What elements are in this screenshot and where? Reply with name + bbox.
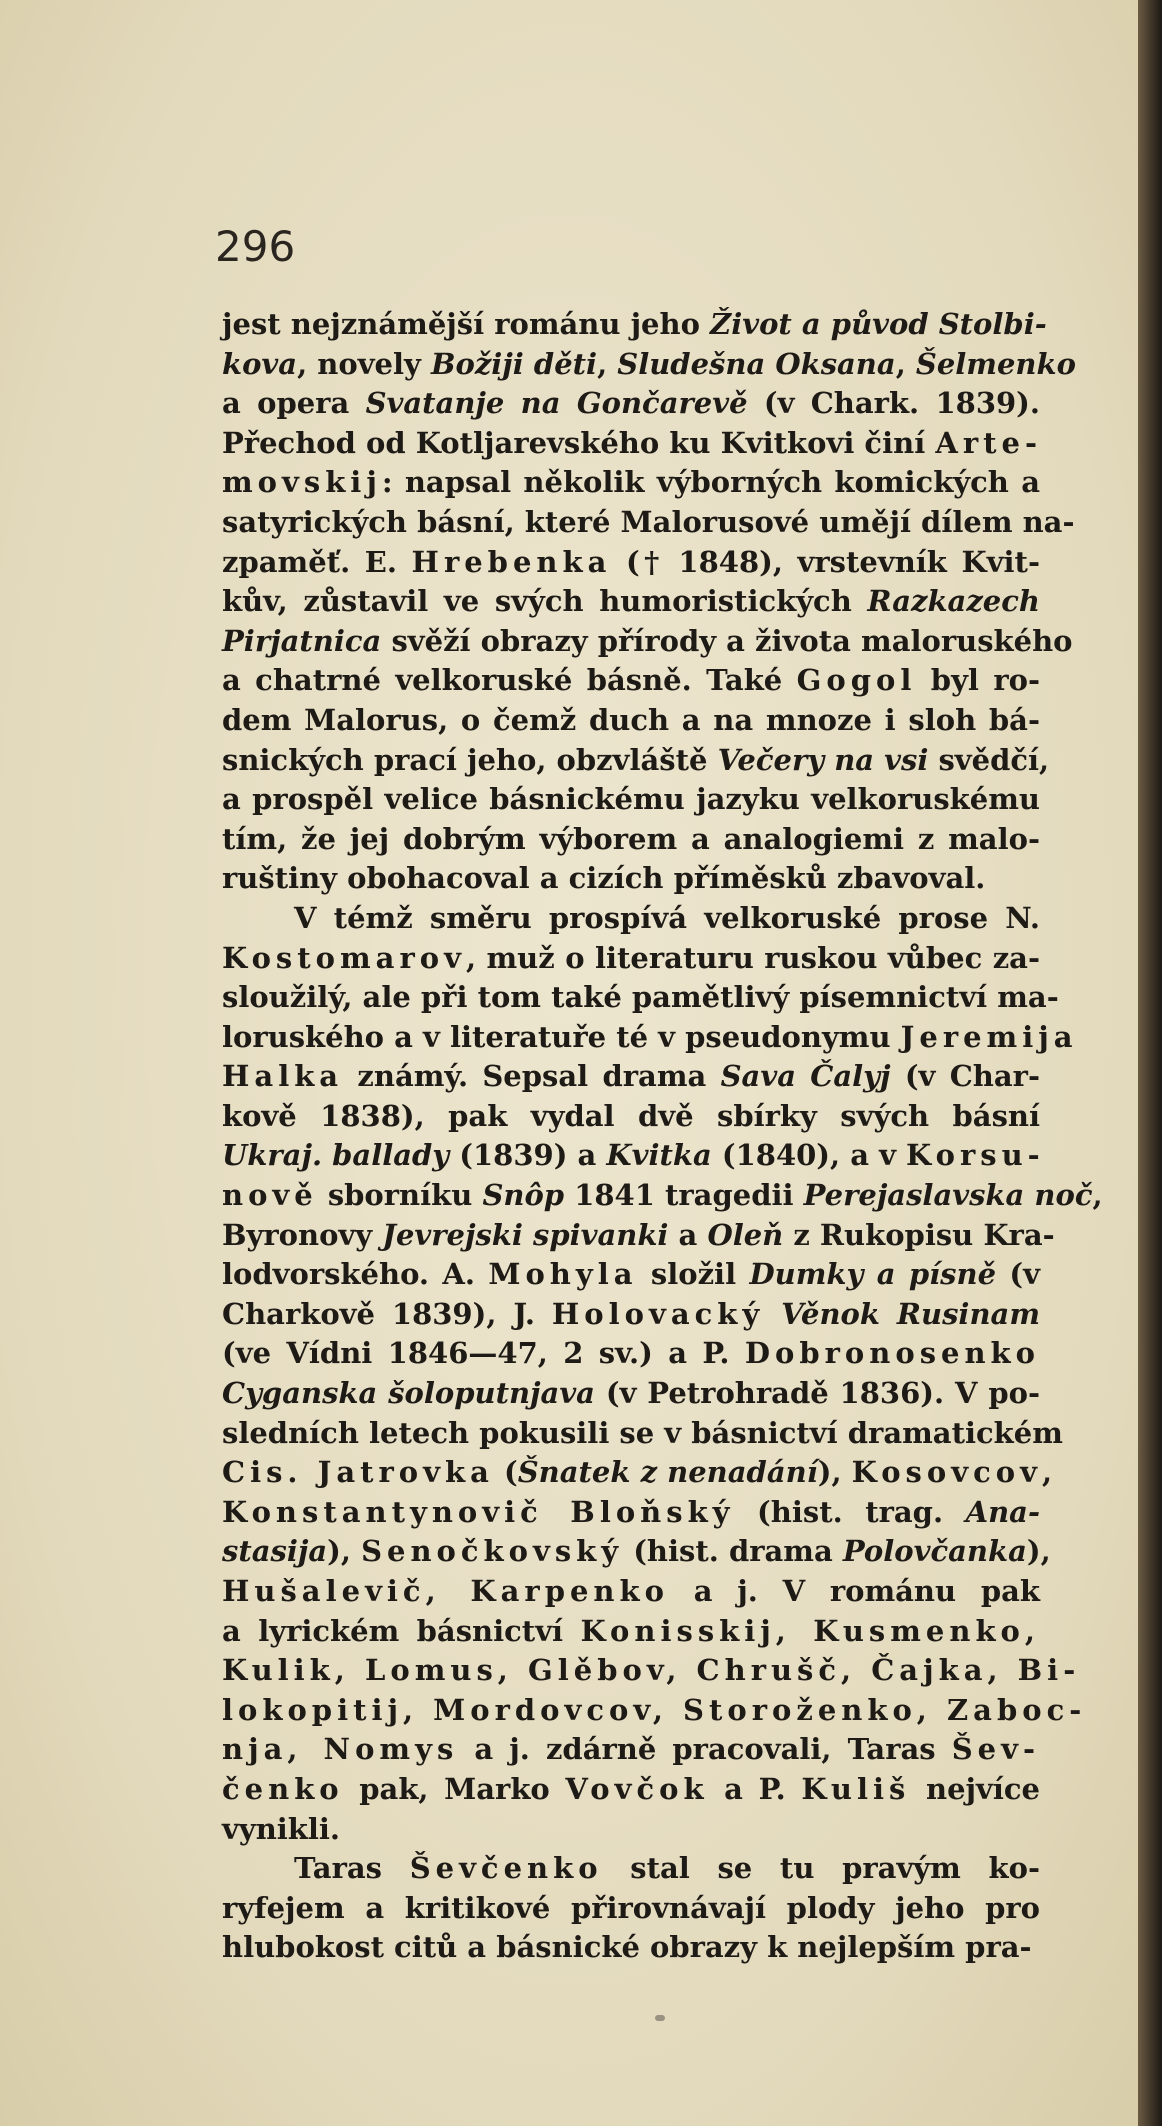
- text-line: [222, 424, 1040, 464]
- spaced-name: Senočkovský: [361, 1534, 624, 1569]
- text-span: ,: [597, 346, 618, 381]
- spaced-name: movskij: [222, 465, 382, 500]
- text-span: stal se tu pravým ko-: [602, 1851, 1040, 1886]
- text-span: (v Chark. 1839).: [747, 386, 1040, 421]
- text-line: [222, 345, 1076, 385]
- text-span: tím, že jej dobrým výborem a analogiemi z malo-: [222, 821, 1040, 856]
- text-span: a j. zdárně pracovali, Taras: [458, 1732, 952, 1767]
- spaced-name: Kostomarov: [222, 940, 466, 975]
- spaced-name: Kosovcov: [851, 1455, 1042, 1490]
- text-line: [222, 1414, 1063, 1454]
- text-line: [222, 859, 1040, 899]
- spaced-name: Gogol: [796, 663, 917, 698]
- text-span: složil: [637, 1257, 750, 1292]
- text-span: a prospěl velice básnickému jazyku velkoruskému: [222, 782, 1040, 817]
- text-line: [222, 543, 1040, 583]
- italic-title: Šnatek z nenadání: [517, 1455, 818, 1490]
- text-span: , novely: [297, 346, 431, 381]
- text-span: z Rukopisu Kra-: [783, 1217, 1055, 1252]
- text-line: [222, 978, 1059, 1018]
- text-span: sloužilý, ale při tom také pamětlivý písemnictví ma-: [222, 980, 1059, 1015]
- text-span: známý. Sepsal drama: [343, 1059, 721, 1094]
- text-span: ruštiny obohacoval a cizích příměsků zbavoval.: [222, 861, 986, 896]
- italic-title: Kvitka: [606, 1138, 712, 1173]
- text-span: ryfejem a kritikové přirovnávají plody jeho pro: [222, 1890, 1040, 1925]
- italic-title: Razkazech: [867, 584, 1040, 619]
- text-span: vynikli.: [222, 1811, 341, 1846]
- text-line: [222, 1453, 1053, 1493]
- text-line: [222, 899, 1040, 939]
- text-span: ),: [817, 1455, 852, 1490]
- text-span: svědčí,: [928, 742, 1050, 777]
- text-line: [222, 1216, 1055, 1256]
- text-line: [222, 582, 1040, 622]
- text-span: (ve Vídni 1846—47, 2 sv.) a P.: [222, 1336, 745, 1371]
- text-span: V témž směru prospívá velkoruské prose N.: [294, 900, 1040, 935]
- text-line: [222, 1532, 1051, 1572]
- spaced-name: Arte-: [935, 425, 1042, 460]
- text-span: ,: [895, 346, 916, 381]
- text-line: [222, 1374, 1040, 1414]
- text-line: [222, 661, 1040, 701]
- text-span: (1840), a v: [711, 1138, 907, 1173]
- text-line: [222, 1057, 1040, 1097]
- text-line: [222, 741, 1050, 781]
- italic-title: Svatanje na Gončarevě: [365, 386, 748, 421]
- text-line: [222, 1255, 1040, 1295]
- spaced-name: Holovacký: [551, 1296, 765, 1331]
- spaced-name: Cis. Jatrovka: [222, 1455, 494, 1490]
- spaced-name: čenko: [222, 1771, 344, 1806]
- text-span: a lyrickém básnictví: [222, 1613, 581, 1648]
- text-span: lodvorského. A.: [222, 1257, 489, 1292]
- text-line: [222, 1176, 1103, 1216]
- text-line: [222, 384, 1040, 424]
- text-span: a j. V románu pak: [668, 1574, 1040, 1608]
- spaced-name: Korsu-: [906, 1138, 1045, 1173]
- text-span: pak, Marko: [343, 1771, 566, 1806]
- text-span: ),: [327, 1534, 362, 1569]
- text-span: ,: [1041, 1455, 1053, 1490]
- spaced-name: Ševčenko: [409, 1851, 603, 1886]
- text-span: sledních letech pokusili se v básnictví dramatickém: [222, 1415, 1063, 1450]
- spaced-name: Jeremija: [900, 1019, 1078, 1054]
- text-span: (: [493, 1455, 518, 1490]
- text-span: kově 1838), pak vydal dvě sbírky svých básní: [222, 1098, 1040, 1133]
- text-span: hlubokost citů a básnické obrazy k nejlepším pra-: [222, 1930, 1032, 1965]
- text-span: sborníku: [317, 1178, 483, 1213]
- text-span: (1839) a: [449, 1138, 607, 1173]
- spaced-name: Šev-: [951, 1732, 1040, 1767]
- italic-title: Jevrejski spivanki: [382, 1217, 669, 1252]
- text-span: zpaměť. E.: [222, 544, 412, 579]
- text-line: [222, 1889, 1040, 1929]
- spaced-name: Mohyla: [488, 1257, 638, 1292]
- text-span: : napsal několik výborných komických a: [381, 465, 1040, 500]
- italic-title: Večery na vsi: [717, 742, 929, 777]
- text-line: [222, 939, 1040, 979]
- text-span: a chatrné velkoruské básně. Také: [222, 663, 797, 698]
- text-line: [222, 463, 1040, 503]
- italic-title: Snôp: [482, 1178, 565, 1213]
- text-line: [222, 820, 1040, 860]
- text-span: [764, 1297, 781, 1331]
- text-line: [222, 1651, 1081, 1691]
- text-span: svěží obrazy přírody a života maloruského: [381, 623, 1073, 658]
- text-line: [222, 1493, 1040, 1533]
- text-span: a: [668, 1217, 708, 1252]
- text-span: a P.: [708, 1771, 802, 1806]
- text-line: [222, 1810, 1040, 1850]
- text-line: [222, 1730, 1040, 1770]
- text-span: (v Petrohradě 1836). V po-: [594, 1376, 1040, 1411]
- text-line: [222, 1572, 1040, 1612]
- page-number: 296: [215, 222, 296, 271]
- italic-title: Ana-: [965, 1494, 1040, 1529]
- spaced-name: Dobronosenko: [744, 1336, 1040, 1371]
- text-line: [222, 1691, 1087, 1731]
- ink-spot: [655, 2015, 665, 2021]
- text-span: ,: [1092, 1178, 1103, 1213]
- text-span: (v Char-: [890, 1059, 1040, 1094]
- italic-title: Pirjatnica: [222, 623, 382, 658]
- italic-title: Věnok Rusinam: [781, 1296, 1041, 1331]
- text-span: Byronovy: [222, 1217, 383, 1252]
- text-line: [222, 780, 1040, 820]
- text-span: jest nejznámější románu jeho: [222, 307, 711, 341]
- text-span: byl ro-: [916, 663, 1040, 698]
- italic-title: Ukraj. ballady: [222, 1138, 450, 1173]
- text-span: a opera: [222, 386, 366, 421]
- text-span: ),: [1026, 1534, 1051, 1569]
- italic-title: Šelmenko: [915, 346, 1076, 381]
- text-span: Přechod od Kotljarevského ku Kvitkovi činí: [222, 425, 936, 460]
- text-line: [222, 1928, 1040, 1968]
- text-span: Taras: [294, 1851, 410, 1886]
- spaced-name: Kuliš: [801, 1771, 911, 1806]
- text-line: [222, 701, 1040, 741]
- text-span: († 1848), vrstevník Kvit-: [611, 544, 1040, 579]
- text-span: loruského a v literatuře té v pseudonymu: [222, 1019, 901, 1054]
- italic-title: Polovčanka: [842, 1534, 1027, 1569]
- italic-title: Život a původ Stolbi-: [710, 307, 1047, 341]
- italic-title: Oleň: [707, 1217, 784, 1252]
- text-span: satyrických básní, které Malorusové umějí dílem na-: [222, 504, 1075, 539]
- spaced-name: Konstantynovič Bloňský: [222, 1494, 735, 1529]
- text-span: 1841 tragedii: [564, 1178, 804, 1213]
- text-span: Charkově 1839), J.: [222, 1296, 552, 1331]
- text-line: [222, 1770, 1040, 1810]
- text-line: [222, 1018, 1078, 1058]
- text-line: [222, 1295, 1040, 1335]
- text-span: (hist. trag.: [734, 1494, 966, 1529]
- text-span: nejvíce: [910, 1771, 1040, 1806]
- spaced-name: Hušalevič, Karpenko: [222, 1574, 669, 1608]
- body-text: [222, 305, 1103, 1968]
- spaced-name: lokopitij, Mordovcov, Storoženko, Zaboc-: [222, 1692, 1087, 1727]
- book-spine-edge: [1138, 0, 1162, 2126]
- text-line: [222, 503, 1075, 543]
- italic-title: Perejaslavska noč: [803, 1178, 1093, 1213]
- italic-title: Sava Čalyj: [720, 1059, 891, 1094]
- text-span: (v: [996, 1257, 1040, 1292]
- text-span: , muž o literaturu ruskou vůbec za-: [465, 940, 1040, 975]
- italic-title: Sludešna Oksana: [617, 346, 896, 381]
- spaced-name: Konisskij, Kusmenko,: [580, 1613, 1040, 1648]
- spaced-name: Vovčok: [565, 1771, 709, 1806]
- spaced-name: nja, Nomys: [222, 1732, 459, 1767]
- text-span: dem Malorus, o čemž duch a na mnoze i sloh bá-: [222, 702, 1040, 737]
- spaced-name: nově: [222, 1178, 318, 1213]
- text-line: [222, 1136, 1045, 1176]
- italic-title: Dumky a písně: [749, 1257, 997, 1292]
- text-span: (hist. drama: [623, 1534, 843, 1569]
- text-span: kův, zůstavil ve svých humoristických: [222, 584, 868, 619]
- text-line: [222, 1334, 1040, 1374]
- spaced-name: Halka: [222, 1059, 344, 1094]
- text-line: [222, 1097, 1040, 1137]
- text-line: [222, 1849, 1040, 1889]
- text-span: snických prací jeho, obzvláště: [222, 742, 718, 777]
- text-line: [222, 622, 1073, 662]
- italic-title: kova: [222, 346, 298, 381]
- italic-title: Božiji děti: [430, 346, 598, 381]
- italic-title: stasija: [222, 1534, 328, 1569]
- text-line: [222, 1612, 1040, 1652]
- text-line: [222, 305, 1047, 345]
- spaced-name: Kulik, Lomus, Glěbov, Chrušč, Čajka, Bi-: [222, 1653, 1081, 1688]
- italic-title: Cyganska šoloputnjava: [222, 1376, 595, 1411]
- spaced-name: Hrebenka: [411, 544, 612, 579]
